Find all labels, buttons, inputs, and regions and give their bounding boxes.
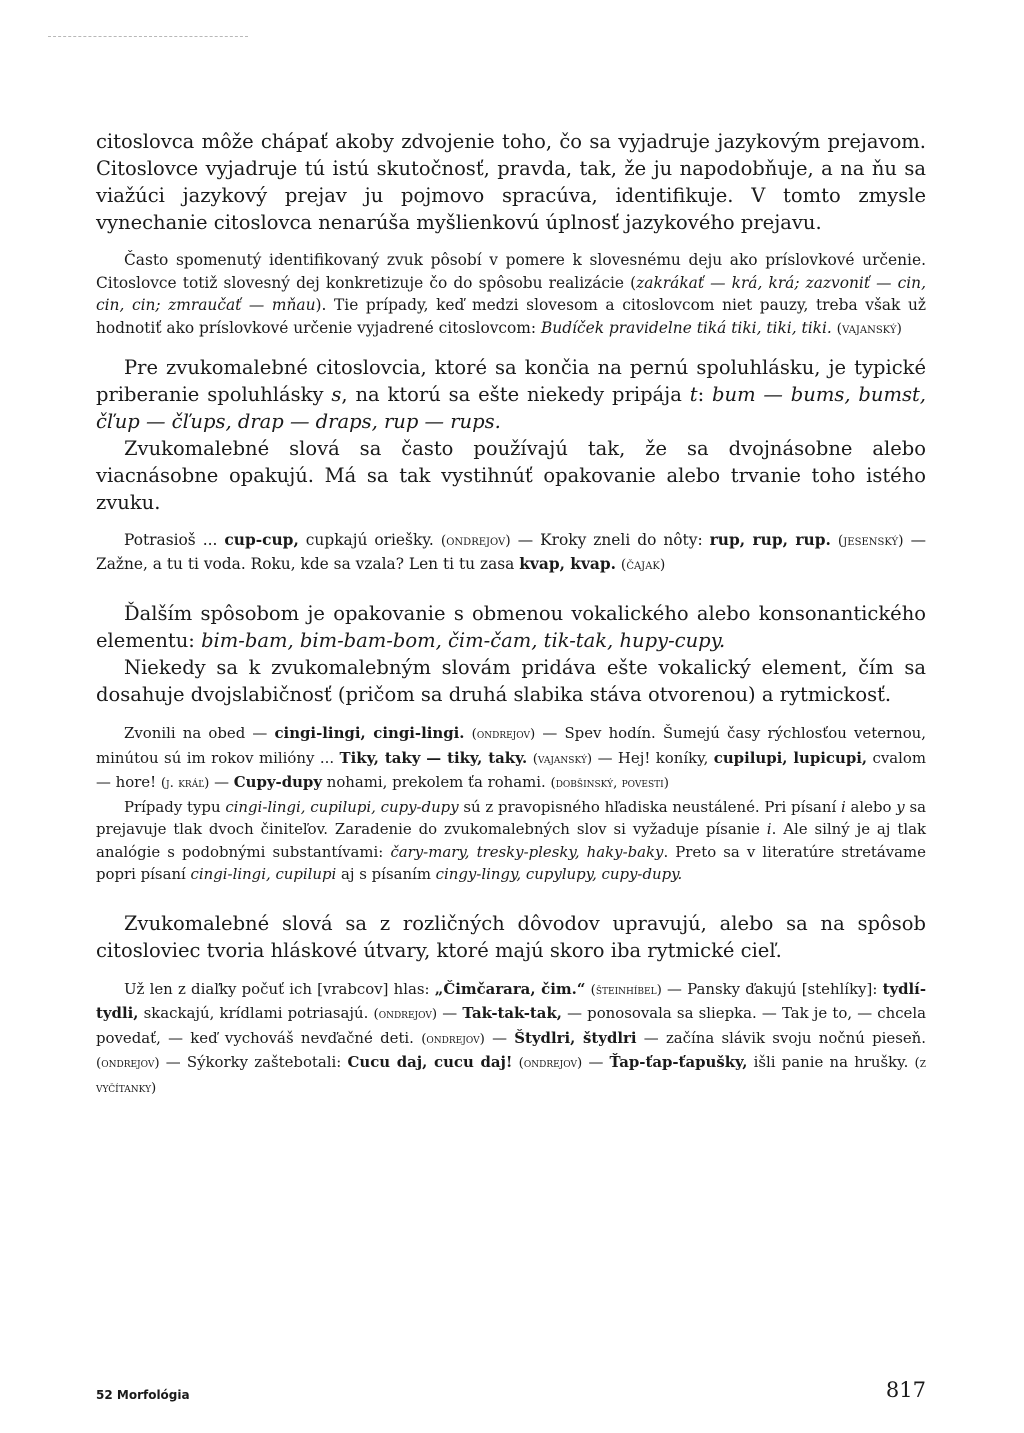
paragraph-7: Niekedy sa k zvukomalebným slovám pridáva ešte vokalický element, čím sa dosahuje dvojslabičnosť (pričom sa druhá slabika stáva otvorenou) a rytmickosť. xyxy=(96,656,926,706)
paragraph-2-example-note: Často spomenutý identifikovaný zvuk pôsobí v pomere k slovesnému deju ako príslovkové určenie. Citoslovce totiž slovesný dej konkretizuje čo do spôsobu realizácie (zakrákať — krá, krá; zazvoniť — cin, cin, cin; zmraučať — mňau). Tie prípady, keď medzi slovesom a citoslovcom niet pauzy, treba však už hodnotiť ako príslovkové určenie vyjadrené citoslovcom: Budíček pravidelne tiká tiki, tiki, tiki. (vajanský) xyxy=(96,251,926,337)
paragraph-8-examples: Zvonili na obed — cingi-lingi, cingi-lingi. (ondrejov) — Spev hodín. Šumejú časy rýchlosťou veternou, minútou sú im rokov milióny ... Tiky, taky — tiky, taky. (vajanský) — Hej! koníky, cupilupi, lupicupi, cvalom — hore! (j. kráľ) — Cupy-dupy nohami, prekolem ťa rohami. (dobšinský, povesti) xyxy=(96,724,927,791)
page-footer xyxy=(96,1378,926,1410)
page-body xyxy=(96,128,926,1100)
paragraph-6: Ďalším spôsobom je opakovanie s obmenou vokalického alebo konsonantického elementu: bim-bam, bim-bam-bom, čim-čam, tik-tak, hupy-cupy. xyxy=(96,602,926,652)
paragraph-1: citoslovca môže chápať akoby zdvojenie toho, čo sa vyjadruje jazykovým prejavom. Citoslovce vyjadruje tú istú skutočnosť, pravda, tak, že ju napodobňuje, a na ňu sa viažúci jazykový prejav ju pojmovo spracúva, identifikuje. V tomto zmysle vynechanie citoslovca nenarúša myšlienkovú úplnosť jazykového prejavu. xyxy=(96,130,926,234)
paragraph-4: Zvukomalebné slová sa často používajú tak, že sa dvojnásobne alebo viacnásobne opakujú. Má sa tak vystihnúť opakovanie alebo trvanie toho istého zvuku. xyxy=(96,437,926,514)
paragraph-10: Zvukomalebné slová sa z rozličných dôvodov upravujú, alebo sa na spôsob citosloviec tvoria hláskové útvary, ktoré majú skoro iba rytmické cieľ. xyxy=(96,911,926,962)
scan-artifact xyxy=(48,36,248,39)
page-number: 817 xyxy=(885,1378,926,1402)
paragraph-9: Prípady typu cingi-lingi, cupilupi, cupy-dupy sú z pravopisného hľadiska neustálené. Pri písaní i alebo y sa prejavuje tlak dvoch činiteľov. Zaradenie do zvukomalebných slov si vyžaduje písanie i. Ale silný je aj tlak analógie s podobnými substantívami: čary-mary, tresky-plesky, haky-baky. Preto sa v literatúre stretávame popri písaní cingi-lingi, cupilupi aj s písaním cingy-lingy, cupylupy, cupy-dupy. xyxy=(96,797,926,883)
paragraph-3: Pre zvukomalebné citoslovcia, ktoré sa končia na pernú spoluhlásku, je typické priberanie spoluhlásky s, na ktorú sa ešte niekedy pripája t: bum — bums, bumst, čľup — čľups, drap — draps, rup — rups. xyxy=(96,356,926,433)
paragraph-11-examples: Už len z diaľky počuť ich [vrabcov] hlas: „Čimčarara, čim.“ (šteinhíbel) — Pansky ďakujú [stehlíky]: tydlí-tydli, skackajú, krídlami potriasajú. (ondrejov) — Tak-tak-tak, — ponosovala sa sliepka. — Tak je to, — chcela povedať, — keď vychováš nevďačné deti. (ondrejov) — Štydlri, štydlri — začína slávik svoju nočnú pieseň. (ondrejov) — Sýkorky zaštebotali: Cucu daj, cucu daj! (ondrejov) — Ťap-ťap-ťapušky, išli panie na hrušky. (z vyčítanky) xyxy=(96,979,927,1096)
section-label: 52 Morfológia xyxy=(96,1388,190,1402)
paragraph-5-examples: Potrasioš ... cup-cup, cupkajú oriešky. (ondrejov) — Kroky zneli do nôty: rup, rup, rup. (jesenský) — Zažne, a tu ti voda. Roku, kde sa vzala? Len ti tu zasa kvap, kvap. (čajak) xyxy=(96,531,926,573)
